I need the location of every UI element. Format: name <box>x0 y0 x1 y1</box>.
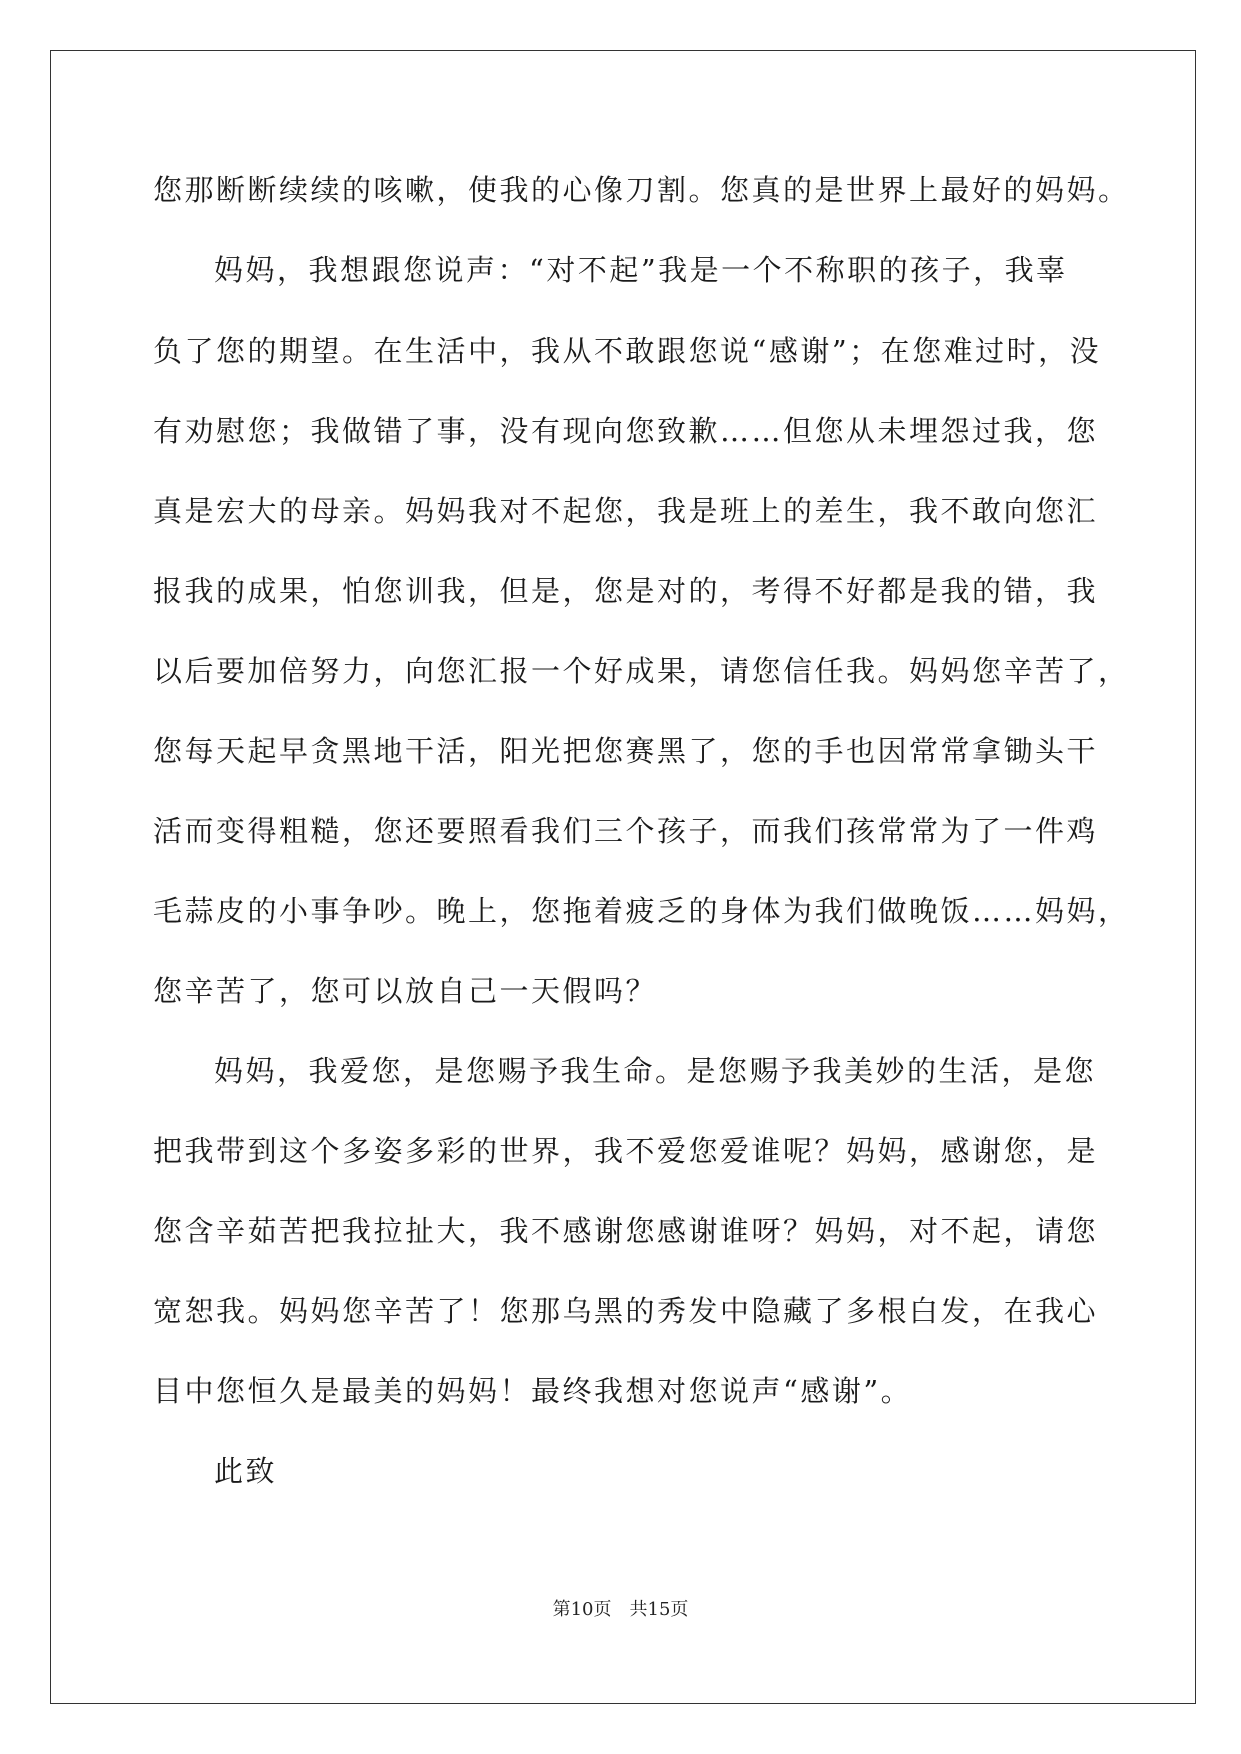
paragraph-first-line: 妈妈，我想跟您说声：“对不起”我是一个不称职的孩子，我辜 <box>214 253 1068 287</box>
body-line: 您每天起早贪黑地干活，阳光把您赛黑了，您的手也因常常拿锄头干 <box>153 734 1099 768</box>
body-line: 以后要加倍努力，向您汇报一个好成果，请您信任我。妈妈您辛苦了， <box>153 654 1130 688</box>
body-line: 毛蒜皮的小事争吵。晚上，您拖着疲乏的身体为我们做晚饭……妈妈， <box>153 894 1130 928</box>
body-line: 活而变得粗糙，您还要照看我们三个孩子，而我们孩常常为了一件鸡 <box>153 814 1099 848</box>
body-line: 宽恕我。妈妈您辛苦了！您那乌黑的秀发中隐藏了多根白发，在我心 <box>153 1294 1099 1328</box>
body-line: 目中您恒久是最美的妈妈！最终我想对您说声“感谢”。 <box>153 1374 913 1408</box>
page-number-footer: 第10页 共15页 <box>552 1599 689 1620</box>
body-line: 您辛苦了，您可以放自己一天假吗？ <box>153 974 658 1008</box>
body-line: 您含辛茹苦把我拉扯大，我不感谢您感谢谁呀？妈妈，对不起，请您 <box>153 1214 1099 1248</box>
body-line: 负了您的期望。在生活中，我从不敢跟您说“感谢”；在您难过时，没 <box>153 334 1102 368</box>
paragraph-first-line: 妈妈，我爱您，是您赐予我生命。是您赐予我美妙的生活，是您 <box>214 1054 1097 1088</box>
body-line: 报我的成果，怕您训我，但是，您是对的，考得不好都是我的错，我 <box>153 574 1099 608</box>
body-line: 真是宏大的母亲。妈妈我对不起您，我是班上的差生，我不敢向您汇 <box>153 494 1099 528</box>
body-line: 把我带到这个多姿多彩的世界，我不爱您爱谁呢？妈妈，感谢您，是 <box>153 1134 1099 1168</box>
body-line: 您那断断续续的咳嗽，使我的心像刀割。您真的是世界上最好的妈妈。 <box>153 173 1130 207</box>
closing-salutation: 此致 <box>214 1454 278 1488</box>
body-line: 有劝慰您；我做错了事，没有现向您致歉……但您从未埋怨过我，您 <box>153 414 1099 448</box>
